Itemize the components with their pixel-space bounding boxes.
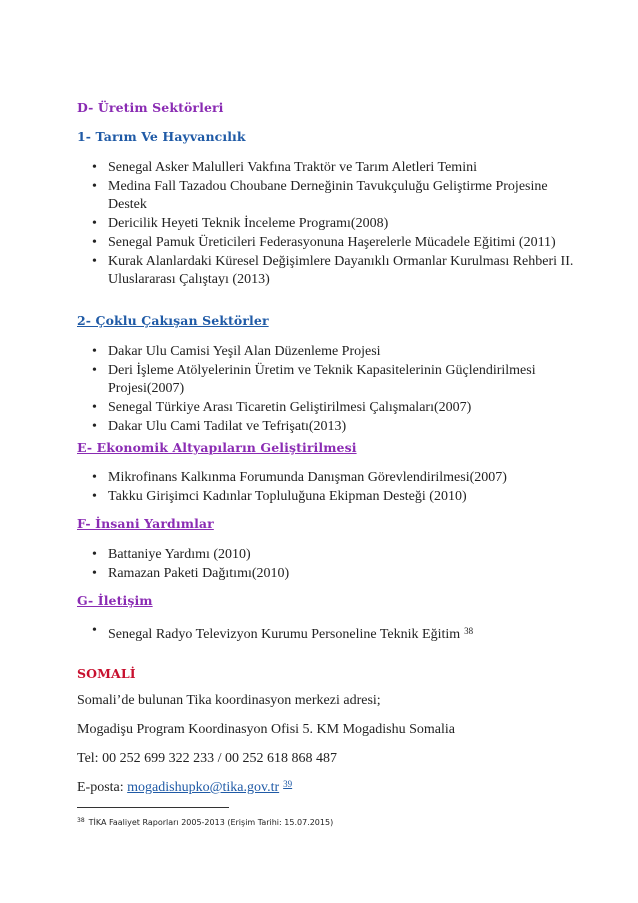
section-1-title: 1- Tarım Ve Hayvancılık bbox=[77, 129, 246, 144]
somali-tel: Tel: 00 252 699 322 233 / 00 252 618 868 487 bbox=[77, 751, 337, 766]
somali-email-line bbox=[77, 779, 292, 796]
list-item: • Deri İşleme Atölyelerinin Üretim ve Teknik Kapasitelerinin Güçlendirilmesi Projesi(2007) bbox=[92, 362, 536, 397]
bullet-icon: • bbox=[92, 418, 97, 434]
bullet-icon: • bbox=[92, 216, 97, 232]
list-item: • Dericilik Heyeti Teknik İnceleme Programı(2008) bbox=[77, 215, 577, 234]
footnote-ref-38[interactable]: 38 bbox=[464, 626, 474, 636]
bullet-icon: • bbox=[92, 344, 97, 359]
list-item: • Battaniye Yardımı (2010) bbox=[77, 546, 577, 565]
somali-address: Mogadişu Program Koordinasyon Ofisi 5. KM Mogadishu Somalia bbox=[77, 722, 455, 737]
somali-intro: Somali’de bulunan Tika koordinasyon merkezi adresi; bbox=[77, 693, 381, 708]
section-e-list bbox=[77, 469, 577, 506]
bullet-icon: • bbox=[92, 160, 97, 175]
bullet-icon: • bbox=[92, 547, 97, 562]
list-item: • Dakar Ulu Camisi Yeşil Alan Düzenleme Projesi bbox=[77, 343, 577, 362]
bullet-icon: • bbox=[92, 178, 97, 194]
bullet-icon: • bbox=[92, 253, 97, 269]
footnote-number: 38 bbox=[77, 817, 85, 824]
section-f-title: F- İnsani Yardımlar bbox=[77, 516, 214, 531]
email-label: E-posta: bbox=[77, 780, 124, 795]
bullet-icon: • bbox=[92, 470, 97, 485]
list-item: • Dakar Ulu Cami Tadilat ve Tefrişatı(2013) bbox=[77, 418, 577, 437]
footnote-text: TİKA Faaliyet Raporları 2005-2013 (Erişim Tarihi: 15.07.2015) bbox=[88, 818, 334, 827]
list-item: • Mikrofinans Kalkınma Forumunda Danışman Görevlendirilmesi(2007) bbox=[77, 469, 577, 488]
footnote-ref-39[interactable]: 39 bbox=[283, 779, 293, 789]
section-2-list bbox=[77, 343, 577, 437]
bullet-icon: • bbox=[92, 565, 97, 581]
list-item: • Senegal Radyo Televizyon Kurumu Personeline Teknik Eğitim $^{38}$ bbox=[92, 623, 474, 642]
list-item: • Kurak Alanlardaki Küresel Değişimlere Dayanıklı Ormanlar Kurulması Rehberi II. Uluslararası Çalıştayı (2013) bbox=[92, 253, 574, 288]
bullet-icon: • bbox=[92, 488, 97, 504]
bullet-icon: • bbox=[92, 623, 97, 638]
email-link[interactable]: mogadishupko@tika.gov.tr bbox=[127, 780, 280, 795]
footnote bbox=[77, 817, 333, 827]
bullet-icon: • bbox=[92, 400, 97, 416]
list-item: • Ramazan Paketi Dağıtımı(2010) bbox=[77, 565, 577, 584]
section-g-list bbox=[77, 622, 577, 645]
bullet-icon: • bbox=[92, 234, 97, 250]
list-item: • Senegal Pamuk Üreticileri Federasyonuna Haşerelerle Mücadele Eğitimi (2011) bbox=[77, 234, 577, 253]
section-f-list bbox=[77, 546, 577, 583]
section-e-title: E- Ekonomik Altyapıların Geliştirilmesi bbox=[77, 440, 357, 455]
section-d-title: D- Üretim Sektörleri bbox=[77, 100, 224, 115]
bullet-icon: • bbox=[92, 362, 97, 378]
list-item: • Takku Girişimci Kadınlar Topluluğuna Ekipman Desteği (2010) bbox=[77, 488, 577, 507]
section-g-title: G- İletişim bbox=[77, 593, 153, 608]
section-2-title: 2- Çoklu Çakışan Sektörler bbox=[77, 313, 269, 328]
somali-title: SOMALİ bbox=[77, 666, 136, 681]
section-1-list bbox=[77, 159, 577, 290]
list-item: • Senegal Türkiye Arası Ticaretin Geliştirilmesi Çalışmaları(2007) bbox=[77, 399, 577, 418]
list-item: • Medina Fall Tazadou Choubane Derneğinin Tavukçuluğu Geliştirme Projesine Destek bbox=[92, 178, 548, 213]
footnote-divider bbox=[77, 807, 229, 808]
list-item: • Senegal Asker Malulleri Vakfına Traktör ve Tarım Aletleri Temini bbox=[77, 159, 577, 178]
